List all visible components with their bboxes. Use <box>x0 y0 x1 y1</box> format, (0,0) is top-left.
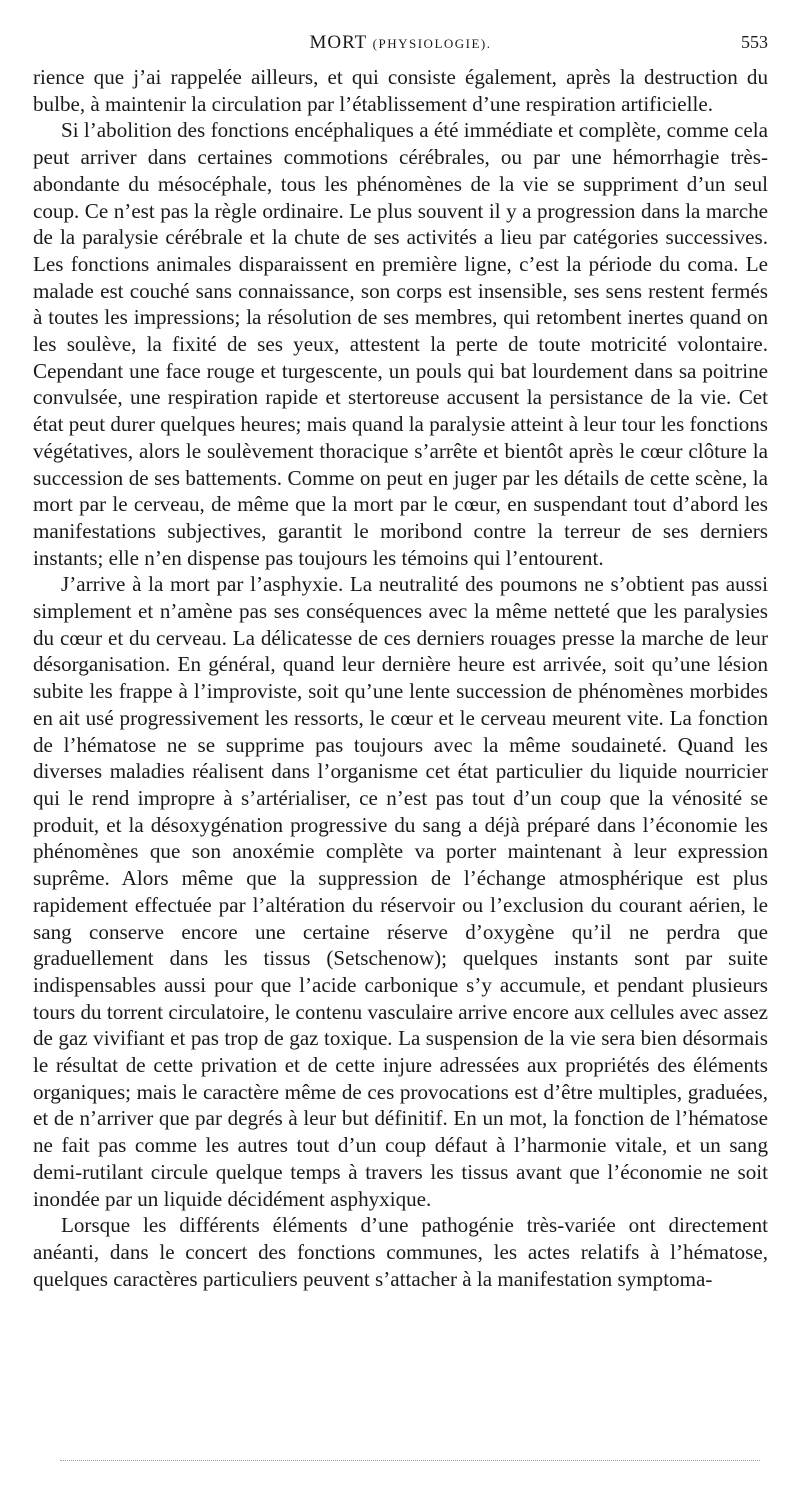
paragraph-encephalic-functions: Si l’abolition des fonctions encéphaliques a été immédiate et complète, comme cela peut arriver dans certaines commotions cérébrales, ou par une hémorrhagie très-abondante du mésocéphale, tous les phénomènes de la vie se suppriment d’un seul coup. Ce n’est pas la règle ordinaire. Le plus souvent il y a progression dans la marche de la paralysie cérébrale et la chute de ses activités a lieu par catégories successives. Les fonctions animales disparaissent en première ligne, c’est la période du coma. Le malade est couché sans connaissance, son corps est insensible, ses sens restent fermés à toutes les impressions; la résolution de ses membres, qui retombent inertes quand on les soulève, la fixité de ses yeux, attestent la perte de toute motricité volontaire. Cependant une face rouge et turgescente, un pouls qui bat lourdement dans sa poitrine convulsée, une respiration rapide et stertoreuse accusent la persistance de la vie. Cet état peut durer quelques heures; mais quand la paralysie atteint à leur tour les fonctions végétatives, alors le soulèvement thoracique s’arrête et bientôt après le cœur clôture la succession de ses battements. Comme on peut en juger par les détails de cette scène, la mort par le cerveau, de même que la mort par le cœur, en suspendant tout d’abord les manifestations subjectives, garantit le moribond contre la terreur de ses derniers instants; elle n’en dispense pas toujours les témoins qui l’entourent. <box>33 118 768 570</box>
paragraph-asphyxia: J’arrive à la mort par l’asphyxie. La neutralité des poumons ne s’obtient pas aussi simplement et n’amène pas ses conséquences avec la même netteté que les paralysies du cœur et du cerveau. La délicatesse de ces derniers rouages presse la marche de leur désorganisation. En général, quand leur dernière heure est arrivée, soit qu’une lésion subite les frappe à l’improviste, soit qu’une lente succession de phénomènes morbides en ait usé progressivement les ressorts, le cœur et le cerveau meurent vite. La fonction de l’hématose ne se supprime pas toujours avec la même soudaineté. Quand les diverses maladies réalisent dans l’organisme cet état particulier du liquide nourricier qui le rend impropre à s’artérialiser, ce n’est pas tout d’un coup que la vénosité se produit, et la désoxygénation progressive du sang a déjà préparé dans l’économie les phénomènes que son anoxémie complète va porter maintenant à leur expression suprême. Alors même que la suppression de l’échange atmosphérique est plus rapidement effectuée par l’altération du réservoir ou l’exclusion du courant aérien, le sang conserve encore une certaine réserve d’oxygène qu’il ne perdra que graduellement dans les tissus (Setschenow); quelques instants sont par suite indispensables aussi pour que l’acide carbonique s’y accumule, et pendant plusieurs tours du torrent circulatoire, le contenu vasculaire arrive encore aux cellules avec assez de gaz vivifiant et pas trop de gaz toxique. La suspension de la vie sera bien désormais le résultat de cette privation et de cette injure adressées aux propriétés des éléments organiques; mais le caractère même de ces provocations est d’être multiples, graduées, et de n’arriver que par degrés à leur but définitif. En un mot, la fonction de l’hématose ne fait pas comme les autres tout d’un coup défaut à l’harmonie vitale, et un sang demi-rutilant circule quelque temps à travers les tissus avant que l’économie ne soit inondée par un liquide décidément asphyxique. <box>33 572 768 1211</box>
page-number: 553 <box>741 32 768 52</box>
body-text <box>33 64 768 1292</box>
paragraph-pathogeny: Lorsque les différents éléments d’une pathogénie très-variée ont directement anéanti, dans le concert des fonctions communes, les actes relatifs à l’hématose, quelques caractères particuliers peuvent s’attacher à la manifestation symptoma- <box>33 1213 768 1291</box>
paragraph-continued: rience que j’ai rappelée ailleurs, et qui consiste également, après la destruction du bulbe, à maintenir la circulation par l’établissement d’une respiration artificielle. <box>33 65 768 116</box>
header-title-main: MORT <box>309 32 367 53</box>
header-title-sub: (PHYSIOLOGIE). <box>372 36 492 51</box>
bottom-dotted-rule <box>60 1460 760 1461</box>
header-title <box>33 32 768 54</box>
running-header <box>33 26 768 56</box>
